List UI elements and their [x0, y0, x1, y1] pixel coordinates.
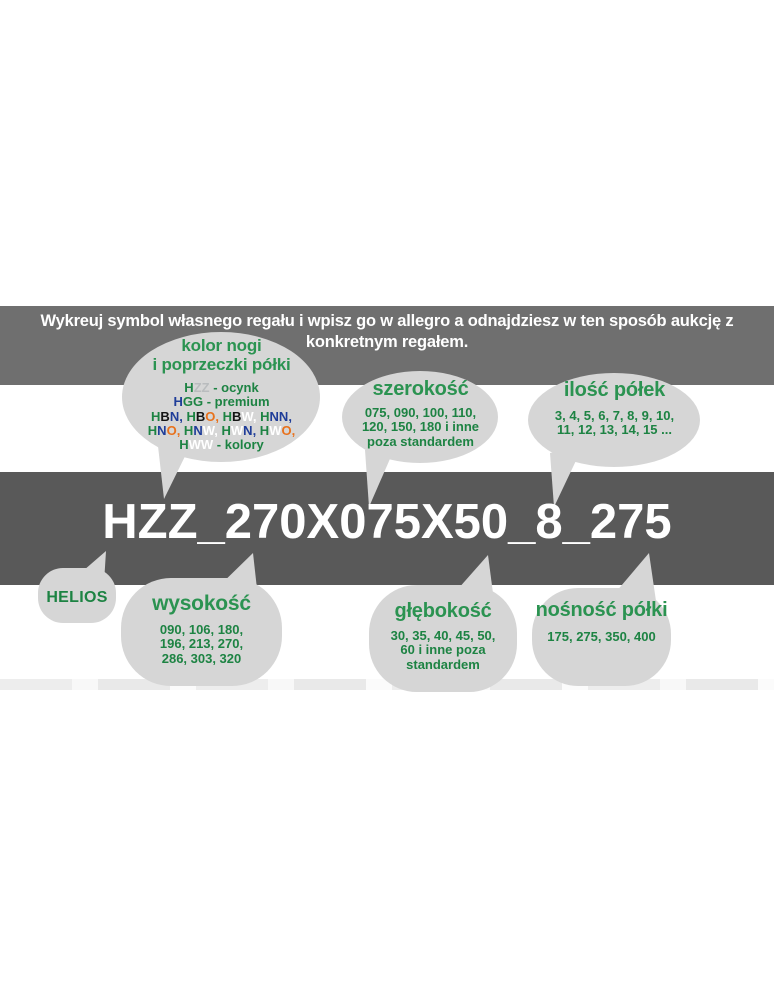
bubble-ilosc [529, 378, 700, 438]
bubble-ilosc-values [529, 409, 700, 438]
color-code-token: , [252, 422, 260, 438]
bubble-nosnosc-values [532, 630, 671, 644]
color-code-token: - kolory [213, 437, 264, 453]
color-code-token: B [195, 408, 206, 424]
color-code-token: ZZ [193, 380, 210, 395]
color-code-token: , [252, 408, 261, 424]
color-code-token: N [169, 408, 180, 424]
bubble-wysokosc [121, 591, 282, 666]
bubble-kolor-title-2: i poprzeczki półki [152, 354, 291, 374]
nosnosc-bubble-tail [610, 553, 656, 601]
color-code-token: H [184, 380, 194, 395]
color-code-token: - ocynk [209, 380, 259, 395]
color-code-token: GG [182, 394, 204, 410]
color-code-row [123, 381, 320, 395]
bubble-value-line: 120, 150, 180 i inne [361, 419, 480, 435]
color-code-token: B [231, 408, 242, 424]
bubble-szerokosc-title: szerokość [372, 378, 469, 400]
color-code-token: O [281, 422, 292, 438]
color-code-token: O [205, 408, 216, 424]
bubble-value-line: 175, 275, 350, 400 [547, 629, 656, 644]
banner-line-2: konkretnym regałem. [305, 333, 469, 351]
color-code-token: O [166, 422, 177, 438]
color-code-row [123, 424, 320, 438]
color-code-token: , [214, 422, 222, 438]
bubble-value-line: 090, 106, 180, [159, 622, 244, 637]
color-code-token: , [176, 422, 184, 438]
glebokosc-bubble-tail [450, 555, 494, 601]
banner-line-1: Wykreuj symbol własnego regału i wpisz go w allegro a odnajdziesz w ten sposób aukcję z [40, 312, 734, 330]
product-symbol: HZZ_270X075X50_8_275 [102, 495, 672, 549]
bubble-nosnosc [532, 598, 671, 644]
color-code-token: N [157, 422, 167, 438]
bubble-kolor-codes [123, 381, 320, 452]
bubble-value-line: 11, 12, 13, 14, 15 ... [557, 422, 672, 438]
color-code-token: H [222, 408, 232, 424]
color-code-token: W [202, 422, 215, 438]
bubble-wysokosc-values [121, 623, 282, 666]
bubble-glebokosc [369, 599, 517, 672]
color-code-row [123, 438, 320, 452]
color-code-token: H [151, 408, 161, 424]
bubble-ilosc-title: ilość półek [563, 379, 666, 401]
bubble-szerokosc-values [343, 406, 498, 449]
color-code-token: NN [269, 408, 289, 424]
color-code-row [123, 410, 320, 424]
bubble-value-line: 075, 090, 100, 110, [364, 405, 477, 420]
color-code-token: H [260, 408, 270, 424]
color-code-token: , [179, 408, 187, 424]
color-code-token: H [173, 394, 183, 410]
color-code-token: , [288, 408, 292, 424]
color-code-token: H [183, 422, 194, 438]
color-code-token: N [193, 422, 203, 438]
bubble-value-line: standardem [406, 656, 480, 672]
bubble-value-line: 286, 303, 320 [161, 650, 242, 666]
brand-bubble: HELIOS [46, 589, 108, 606]
bubble-kolor [123, 337, 320, 452]
bubble-nosnosc-title: nośność półki [535, 599, 668, 621]
bubble-wysokosc-title: wysokość [152, 592, 251, 615]
color-code-token: WW [188, 437, 214, 453]
color-code-token: , [291, 422, 296, 438]
bubble-value-line: 60 i inne poza [400, 642, 486, 658]
color-code-token: - premium [203, 394, 270, 410]
bubble-value-line: poza standardem [367, 433, 474, 449]
color-code-token: H [147, 422, 158, 438]
bubble-glebokosc-title: głębokość [394, 600, 492, 622]
color-code-token: H [259, 422, 270, 438]
bubble-value-line: 3, 4, 5, 6, 7, 8, 9, 10, [554, 408, 675, 423]
bubble-value-line: 196, 213, 270, [159, 636, 244, 652]
color-code-token: H [179, 437, 189, 453]
color-code-token: N [243, 422, 253, 438]
color-code-token: B [160, 408, 170, 424]
bubble-glebokosc-values [369, 629, 517, 672]
color-code-token: W [269, 422, 282, 438]
color-code-token: H [221, 422, 231, 438]
bubble-szerokosc [343, 377, 498, 449]
bubble-value-line: 30, 35, 40, 45, 50, [390, 628, 496, 643]
color-code-token: W [241, 408, 253, 424]
color-code-token: H [186, 408, 196, 424]
color-code-token: , [215, 408, 223, 424]
bubble-kolor-title-1: kolor nogi [181, 336, 262, 355]
color-code-token: W [230, 422, 244, 438]
color-code-row [123, 395, 320, 409]
